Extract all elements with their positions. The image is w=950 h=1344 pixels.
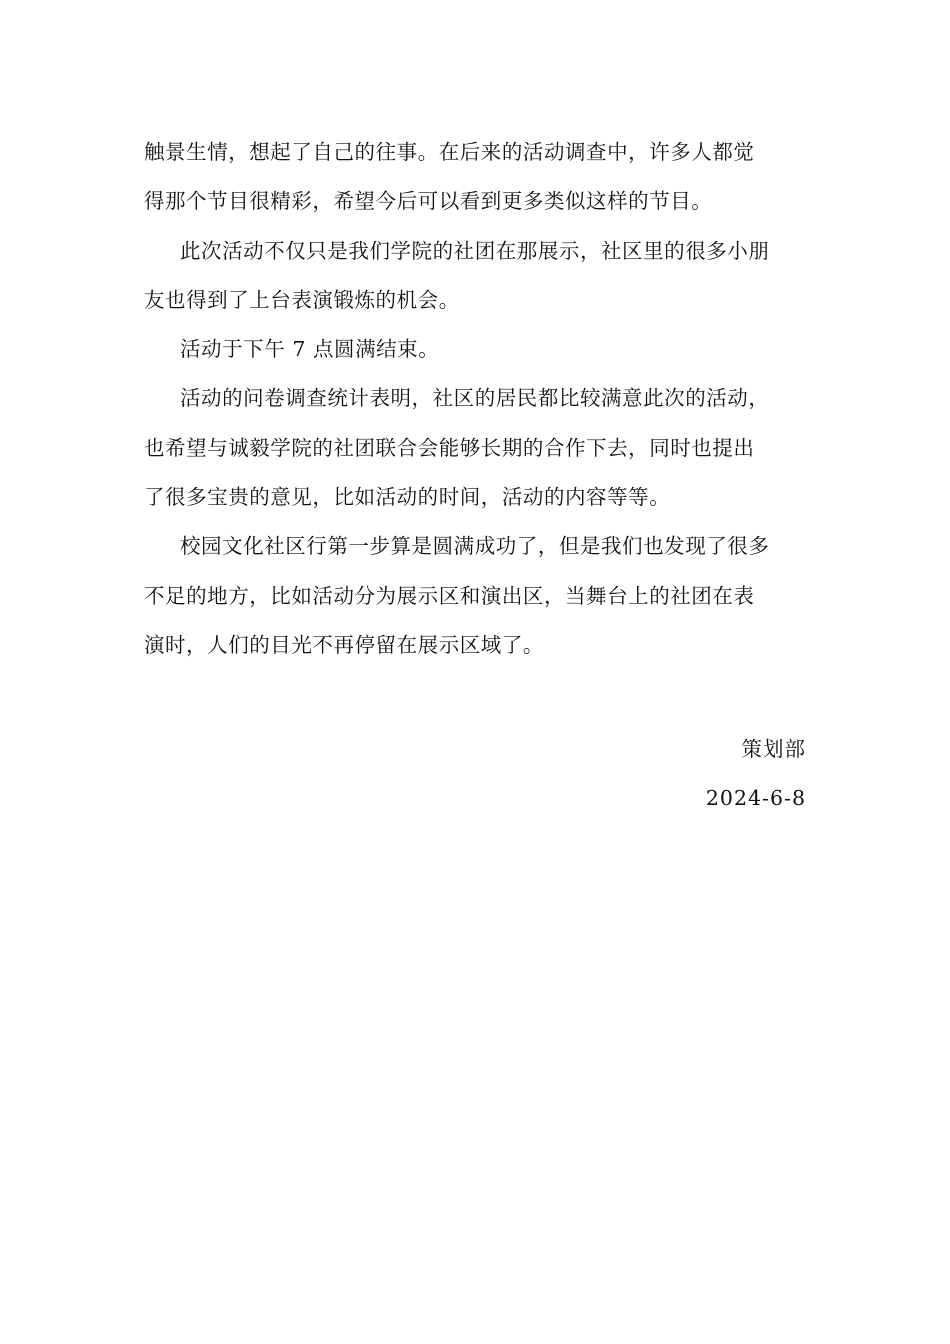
signature-block — [706, 725, 806, 824]
document-body — [144, 128, 806, 670]
signature-date: 2024-6-8 — [705, 786, 806, 811]
signature-department: 策划部 — [741, 737, 806, 761]
paragraph-line: 不足的地方，比如活动分为展示区和演出区，当舞台上的社团在表 — [144, 583, 755, 608]
paragraph-line: 演时，人们的目光不再停留在展示区域了。 — [144, 632, 544, 657]
paragraph-line: 此次活动不仅只是我们学院的社团在那展示，社区里的很多小朋 — [180, 238, 770, 263]
paragraph-line: 也希望与诚毅学院的社团联合会能够长期的合作下去，同时也提出 — [144, 435, 755, 460]
paragraph-line: 友也得到了上台表演锻炼的机会。 — [144, 287, 460, 312]
paragraph-line: 校园文化社区行第一步算是圆满成功了，但是我们也发现了很多 — [180, 534, 770, 559]
paragraph-2 — [144, 227, 806, 326]
paragraph-5 — [144, 522, 806, 670]
paragraph-line: 活动的问卷调查统计表明，社区的居民都比较满意此次的活动， — [180, 386, 770, 411]
paragraph-line: 触景生情，想起了自己的往事。在后来的活动调查中，许多人都觉 — [144, 140, 755, 164]
paragraph-line: 得那个节目很精彩，希望今后可以看到更多类似这样的节目。 — [144, 189, 713, 214]
paragraph-line: 了很多宝贵的意见，比如活动的时间，活动的内容等等。 — [144, 485, 671, 510]
paragraph-line: 活动于下午 7 点圆满结束。 — [180, 337, 440, 362]
paragraph-3 — [144, 325, 806, 374]
paragraph-4 — [144, 374, 806, 522]
paragraph-1 — [144, 128, 806, 227]
